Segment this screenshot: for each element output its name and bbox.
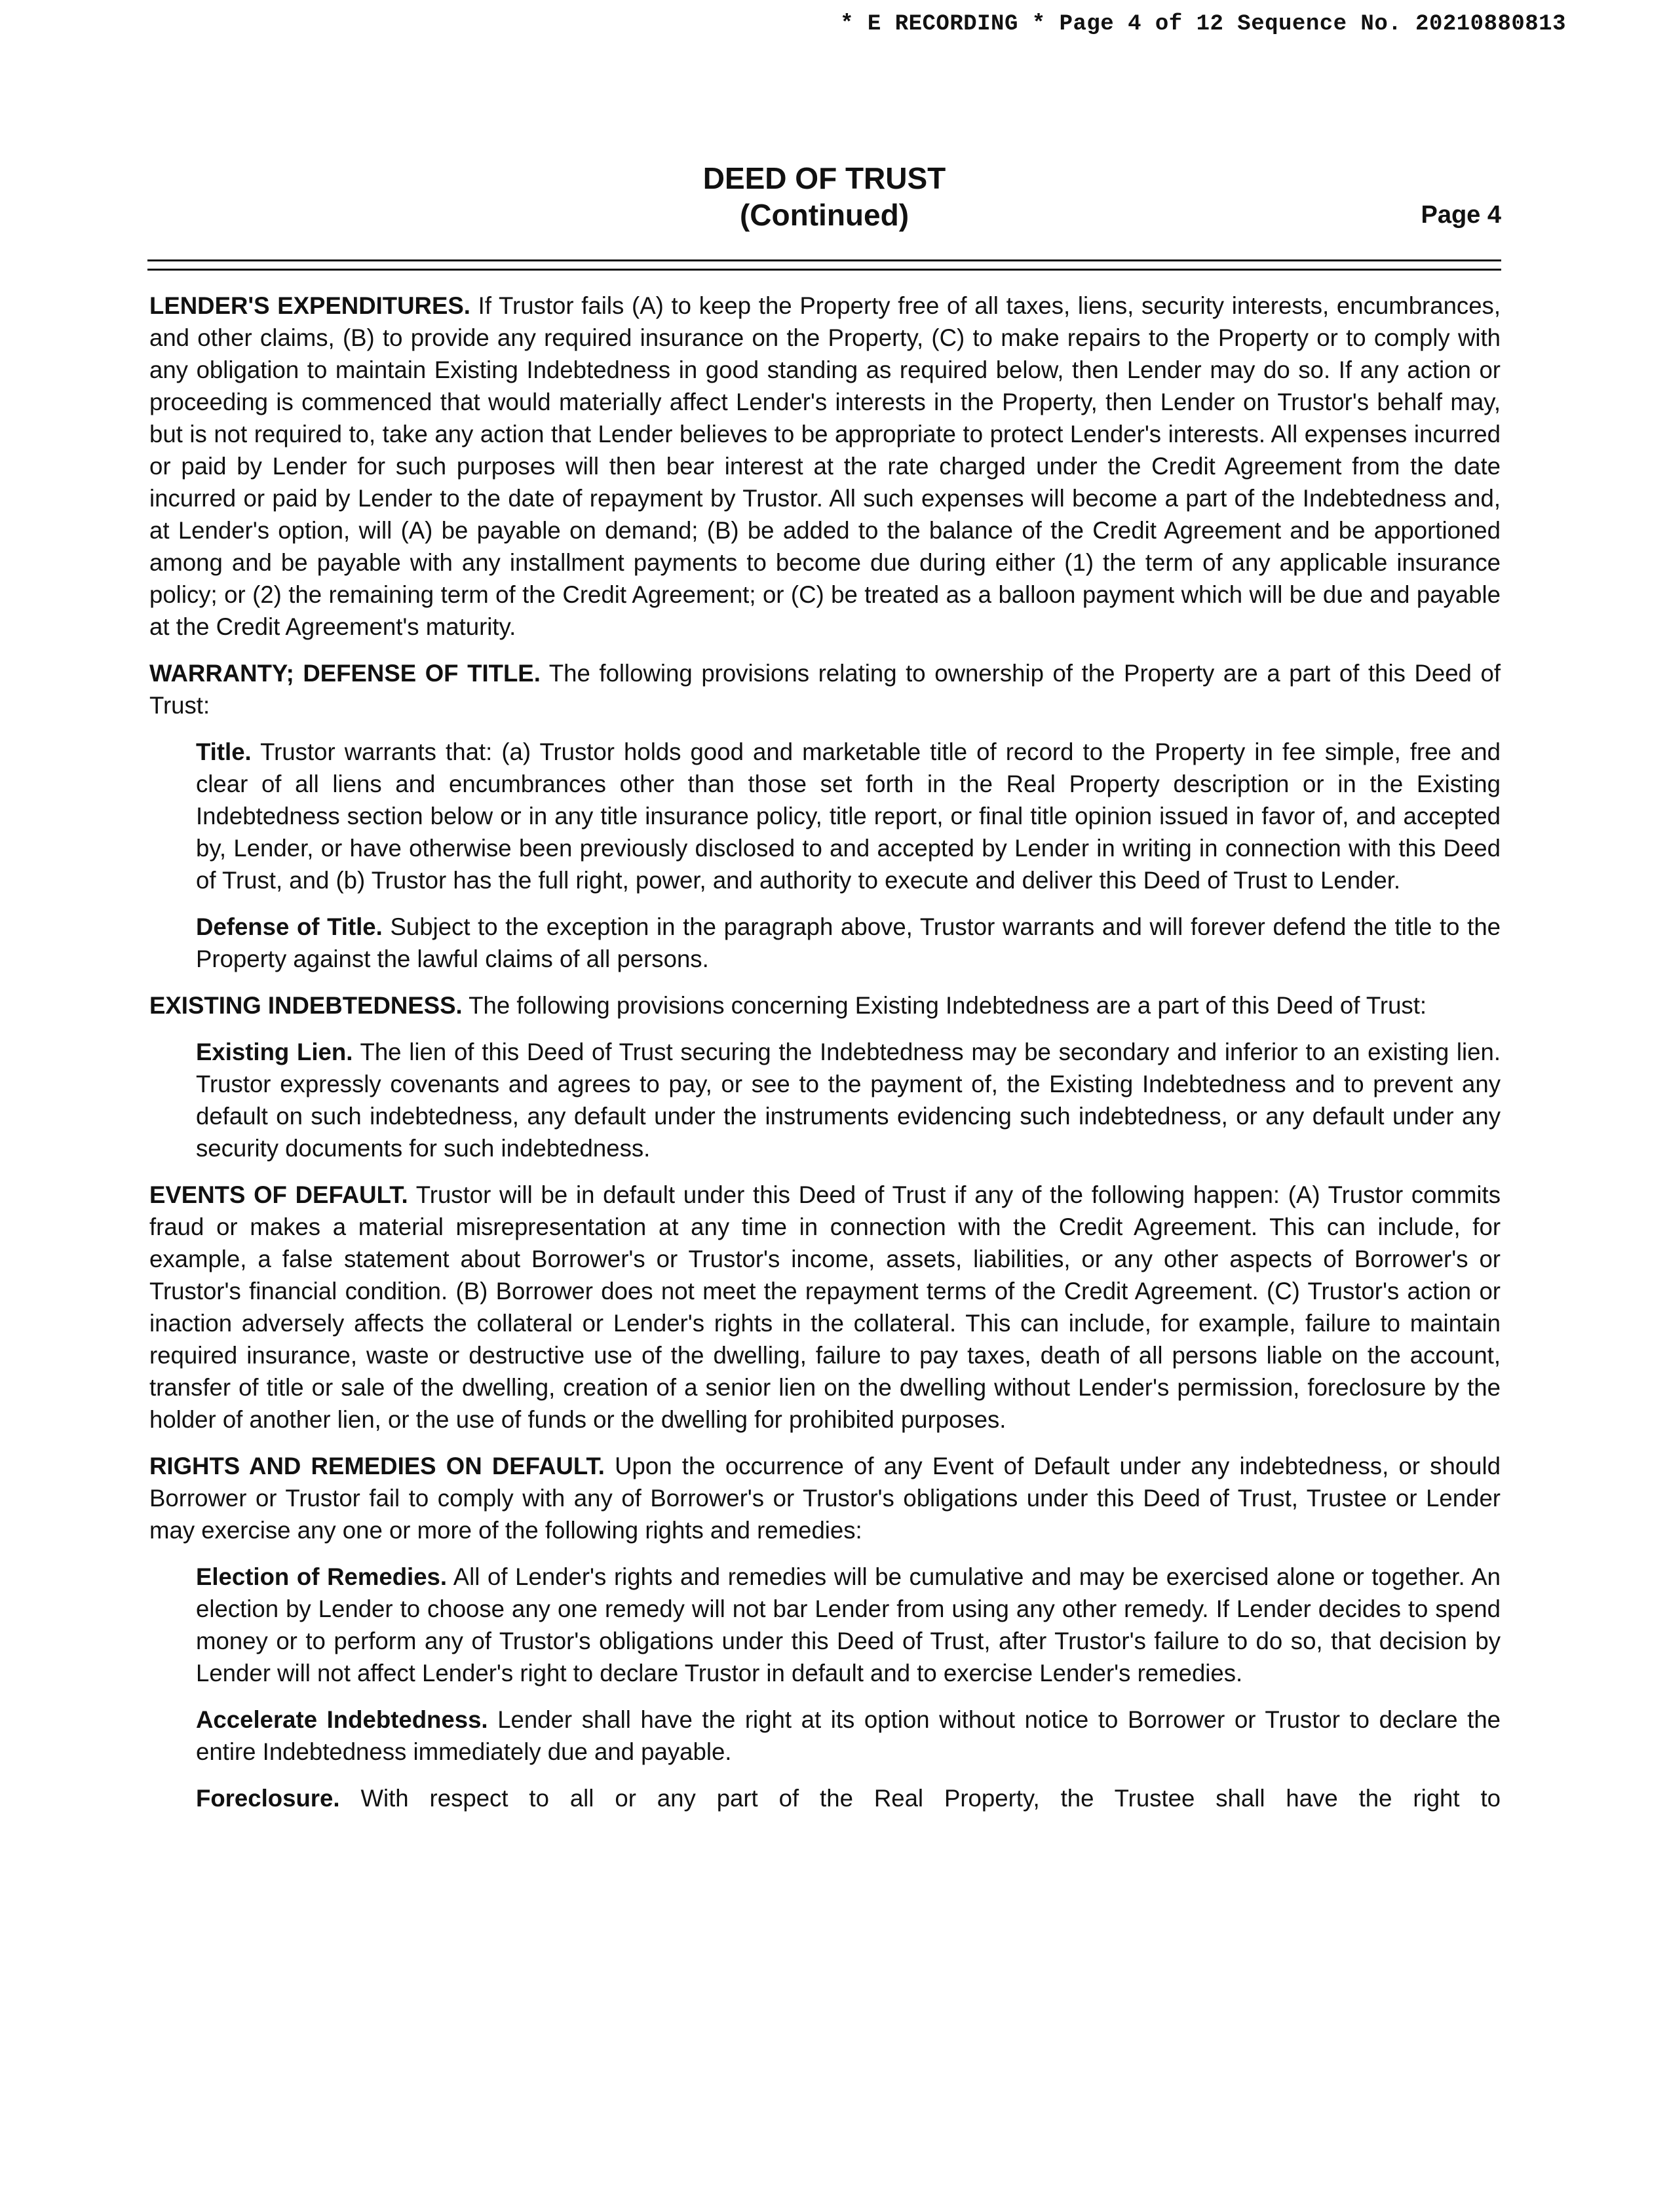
section-text: Trustor will be in default under this Deed of Trust if any of the following happen: (A) Trustor commits fraud or makes a material misrepresentation at any time in connection with the Credit Agreement. This can include, for example, a false statement about Borrower's or Trustor's income, assets, liabilities, or any other aspects of Borrower's or Trustor's financial condition. (B) Borrower does not meet the repayment terms of the Credit Agreement. (C) Trustor's action or inaction adversely affects the collateral or Lender's rights in the collateral. This can include, for example, failure to maintain required insurance, waste or destructive use of the dwelling, failure to pay taxes, death of all persons liable on the account, transfer of title or sale of the dwelling, creation of a senior lien on the dwelling without Lender's permission, foreclosure by the holder of another lien, or the use of funds or the dwelling for prohibited purposes. bbox=[149, 1181, 1501, 1433]
subsection-defense-of-title bbox=[196, 911, 1501, 975]
section-events-of-default bbox=[149, 1179, 1501, 1436]
section-text: The following provisions relating to ownership of the Property are a part of this Deed of Trust: bbox=[149, 660, 1501, 719]
section-warranty-defense-of-title bbox=[149, 657, 1501, 721]
section-heading: LENDER'S EXPENDITURES. bbox=[149, 292, 470, 319]
section-text: The following provisions concerning Existing Indebtedness are a part of this Deed of Trust: bbox=[469, 992, 1427, 1019]
subsection-text: Lender shall have the right at its option without notice to Borrower or Trustor to declare the entire Indebtedness immediately due and payable. bbox=[196, 1706, 1501, 1765]
section-heading: RIGHTS AND REMEDIES ON DEFAULT. bbox=[149, 1453, 605, 1479]
section-heading: EVENTS OF DEFAULT. bbox=[149, 1181, 408, 1208]
subsection-text: With respect to all or any part of the Real Property, the Trustee shall have the right to bbox=[360, 1785, 1501, 1812]
subsection-text: The lien of this Deed of Trust securing the Indebtedness may be secondary and inferior to an existing lien. Trustor expressly covenants and agrees to pay, or see to the payment of, the Existing Indebtedness and to prevent any default on such indebtedness, any default under the instruments evidencing such indebtedness, or any default under any security documents for such indebtedness. bbox=[196, 1039, 1501, 1162]
section-text: If Trustor fails (A) to keep the Property free of all taxes, liens, security interests, encumbrances, and other claims, (B) to provide any required insurance on the Property, (C) to make repairs to the Property or to comply with any obligation to maintain Existing Indebtedness in good standing as required below, then Lender may do so. If any action or proceeding is commenced that would materially affect Lender's interests in the Property, then Lender on Trustor's behalf may, but is not required to, take any action that Lender believes to be appropriate to protect Lender's interests. All expenses incurred or paid by Lender for such purposes will then bear interest at the rate charged under the Credit Agreement from the date incurred or paid by Lender to the date of repayment by Trustor. All such expenses will become a part of the Indebtedness and, at Lender's option, will (A) be payable on demand; (B) be added to the balance of the Credit Agreement and be apportioned among and be payable with any installment payments to become due during either (1) the term of any applicable insurance policy; or (2) the remaining term of the Credit Agreement; or (C) be treated as a balloon payment which will be due and payable at the Credit Agreement's maturity. bbox=[149, 292, 1501, 640]
recording-header: * E RECORDING * Page 4 of 12 Sequence No. 20210880813 bbox=[840, 12, 1566, 37]
document-title: DEED OF TRUST bbox=[702, 161, 946, 195]
subsection-heading: Accelerate Indebtedness. bbox=[196, 1706, 488, 1733]
document-subtitle: (Continued) bbox=[739, 198, 910, 232]
header-divider-top bbox=[147, 259, 1501, 261]
subsection-title bbox=[196, 736, 1501, 896]
section-rights-and-remedies bbox=[149, 1450, 1501, 1546]
section-heading: EXISTING INDEBTEDNESS. bbox=[149, 992, 463, 1019]
subsection-heading: Title. bbox=[196, 738, 252, 765]
section-existing-indebtedness bbox=[149, 989, 1501, 1021]
subsection-election-of-remedies bbox=[196, 1561, 1501, 1689]
subsection-text: Subject to the exception in the paragraph above, Trustor warrants and will forever defend the title to the Property against the lawful claims of all persons. bbox=[196, 913, 1501, 972]
subsection-heading: Foreclosure. bbox=[196, 1785, 340, 1812]
subsection-existing-lien bbox=[196, 1036, 1501, 1164]
page-number: Page 4 bbox=[1421, 201, 1501, 229]
subsection-accelerate-indebtedness bbox=[196, 1704, 1501, 1768]
subsection-heading: Existing Lien. bbox=[196, 1039, 353, 1065]
header-divider-bottom bbox=[147, 269, 1501, 271]
subsection-foreclosure bbox=[196, 1782, 1501, 1814]
subsection-text: Trustor warrants that: (a) Trustor holds good and marketable title of record to the Property in fee simple, free and clear of all liens and encumbrances other than those set forth in the Real Property description or in the Existing Indebtedness section below or in any title insurance policy, title report, or final title opinion issued in favor of, and accepted by, Lender, or have otherwise been previously disclosed to and accepted by Lender in writing in connection with this Deed of Trust, and (b) Trustor has the full right, power, and authority to execute and deliver this Deed of Trust to Lender. bbox=[196, 738, 1501, 894]
subsection-heading: Election of Remedies. bbox=[196, 1563, 448, 1590]
subsection-heading: Defense of Title. bbox=[196, 913, 383, 940]
document-header bbox=[147, 161, 1501, 239]
section-text: Upon the occurrence of any Event of Default under any indebtedness, or should Borrower or Trustor fail to comply with any of Borrower's or Trustor's obligations under this Deed of Trust, Trustee or Lender may exercise any one or more of the following rights and remedies: bbox=[149, 1453, 1501, 1544]
subsection-text: All of Lender's rights and remedies will be cumulative and may be exercised alone or together. An election by Lender to choose any one remedy will not bar Lender from using any other remedy. If Lender decides to spend money or to perform any of Trustor's obligations under this Deed of Trust, after Trustor's failure to do so, that decision by Lender will not affect Lender's right to declare Trustor in default and to exercise Lender's remedies. bbox=[196, 1563, 1501, 1687]
section-lenders-expenditures bbox=[149, 290, 1501, 643]
document-body bbox=[149, 290, 1501, 1829]
section-heading: WARRANTY; DEFENSE OF TITLE. bbox=[149, 660, 541, 687]
